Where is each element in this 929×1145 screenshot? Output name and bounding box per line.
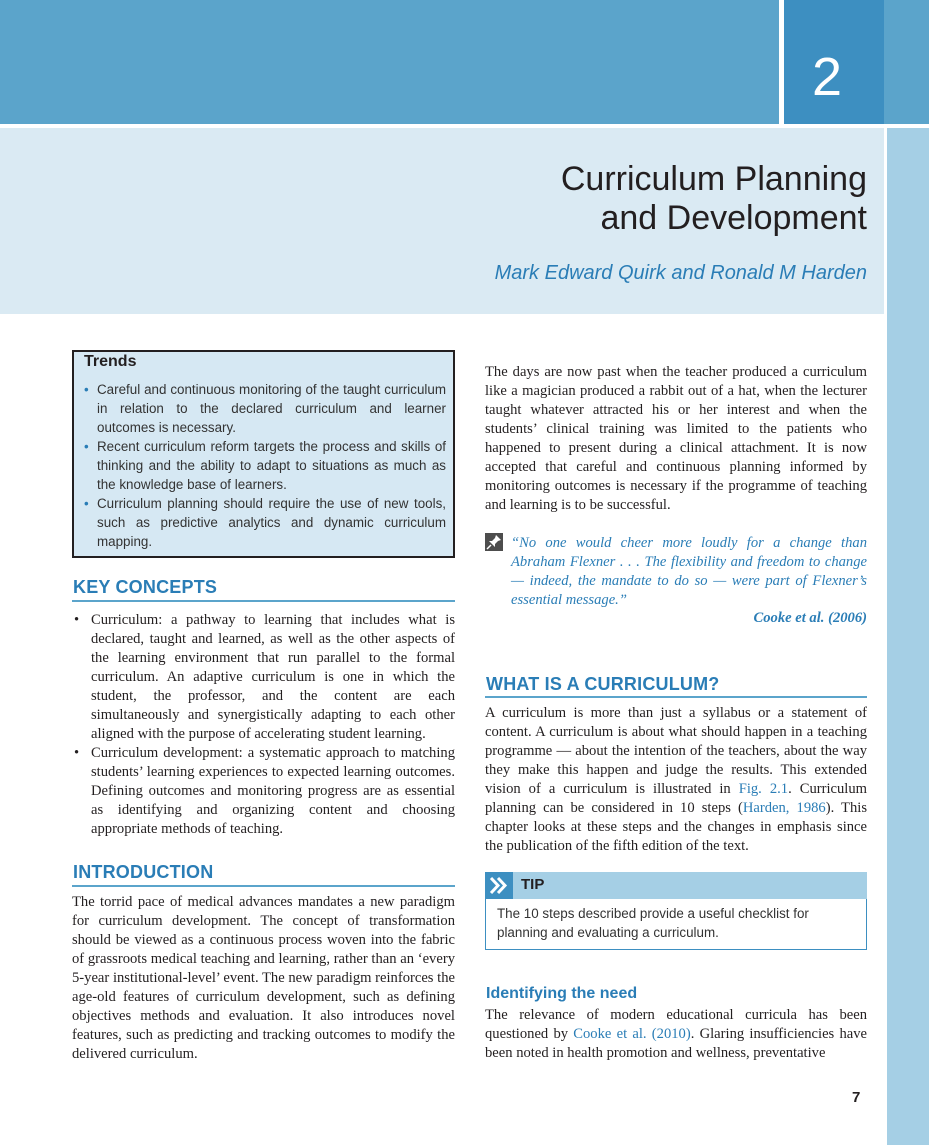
what-is-curriculum-rule [485, 696, 867, 698]
chapter-number: 2 [811, 47, 842, 107]
chapter-title-line1: Curriculum Planning [560, 160, 867, 198]
trends-item: • Recent curriculum reform targets the process and skills of thinking and the ability to adapt to situations as much as the knowledge base of learners. [84, 437, 446, 494]
identifying-need-text [485, 1006, 867, 1063]
figure-link[interactable]: Fig. 2.1 [738, 781, 789, 797]
cooke-reference-link[interactable]: Cooke et al. (2010) [573, 1026, 691, 1042]
key-concept-item: • Curriculum: a pathway to learning that includes what is declared, taught and learned, as well as the other aspects of the learning environment that run parallel to the formal curriculum. An adaptive curriculum is one in which the student, the professor, and the content are each simultaneously and synergistically adapting to each other aligned with the purpose of accelerating student learning. [72, 611, 455, 744]
key-concepts-rule [72, 600, 455, 602]
key-concept-item: • Curriculum development: a systematic approach to matching students’ learning experiences to expected learning outcomes. Defining outcomes and monitoring progress are as essential as identifying and organizing content and choosing appropriate methods of teaching. [72, 744, 455, 839]
what-is-curriculum-text [485, 704, 867, 856]
trends-list [84, 380, 446, 551]
right-sidebar-strip [887, 128, 929, 1145]
introduction-rule [72, 885, 455, 887]
what-is-text-b: . Curriculum planning can be considered in 10 steps ( [485, 781, 867, 816]
key-concepts-list [72, 611, 455, 839]
trends-heading: Trends [84, 353, 137, 370]
identifying-text-a: The relevance of modern educational curricula has been questioned by [485, 1007, 867, 1042]
what-is-text-c: ). This chapter looks at these steps and the changes in emphasis since the publication of the fifth edition of the text. [485, 800, 868, 854]
key-concepts-body [72, 611, 455, 839]
pushpin-icon-graphic [485, 533, 503, 551]
identifying-text-b: . Glaring insufficiencies have been noted in health promotion and wellness, preventative [485, 1026, 867, 1061]
pushpin-icon [485, 533, 503, 551]
top-color-band [0, 0, 779, 124]
quote-citation: Cooke et al. (2006) [753, 610, 867, 626]
quote-text: “No one would cheer more loudly for a change than Abraham Flexner . . . The flexibility and freedom to change — indeed, the mandate to do so — were part of Flexner’s essential message.” [511, 535, 867, 608]
introduction-heading: INTRODUCTION [73, 862, 214, 882]
introduction-text: The torrid pace of medical advances mandates a new paradigm for curriculum development. The concept of transformation should be viewed as a continuous process woven into the fabric of grassroots medical teaching and learning, rather than an ‘every 5-year institutional-level’ event. The new paradigm reinforces the age-old features of curriculum development, such as defining objectives methods and evaluation. It also introduces novel features, such as predicting and tracking outcomes to modify the delivered curriculum. [72, 894, 455, 1062]
harden-reference-link[interactable]: Harden, 1986 [742, 800, 826, 816]
right-intro-text: The days are now past when the teacher produced a curriculum like a magician produced a rabbit out of a hat, when the lecturer taught whatever attracted his or her interest and when the students’ clinical training was limited to the patients who happened to present during a clinical attachment. It is now accepted that careful and continuous planning informed by monitoring outcomes is necessary if the programme of teaching and learning is to be successful. [485, 364, 867, 513]
double-chevron-icon-graphic [485, 872, 513, 899]
key-concepts-heading: KEY CONCEPTS [73, 577, 218, 597]
identifying-need-heading: Identifying the need [486, 985, 638, 1002]
chapter-authors: Mark Edward Quirk and Ronald M Harden [494, 262, 867, 284]
what-is-text-a: A curriculum is more than just a syllabus or a statement of content. A curriculum is about what should happen in a teaching programme — about the intention of the teachers, about the way they make this happen and judge the results. This extended vision of a curriculum is illustrated in [485, 705, 867, 797]
tip-text: The 10 steps described provide a useful checklist for planning and evaluating a curriculum. [497, 906, 809, 940]
page-number: 7 [852, 1089, 861, 1106]
what-is-curriculum-heading: WHAT IS A CURRICULUM? [486, 674, 720, 694]
tip-label: TIP [521, 876, 545, 893]
chapter-title-line2: and Development [600, 199, 867, 237]
top-right-band [884, 0, 929, 124]
trends-item: • Careful and continuous monitoring of the taught curriculum in relation to the declared curriculum and learner outcomes is necessary. [84, 380, 446, 437]
trends-list-wrapper [84, 380, 446, 551]
chapter-title [561, 160, 867, 238]
double-chevron-icon [485, 872, 513, 899]
trends-item: • Curriculum planning should require the use of new tools, such as predictive analytics and dynamic curriculum mapping. [84, 494, 446, 551]
